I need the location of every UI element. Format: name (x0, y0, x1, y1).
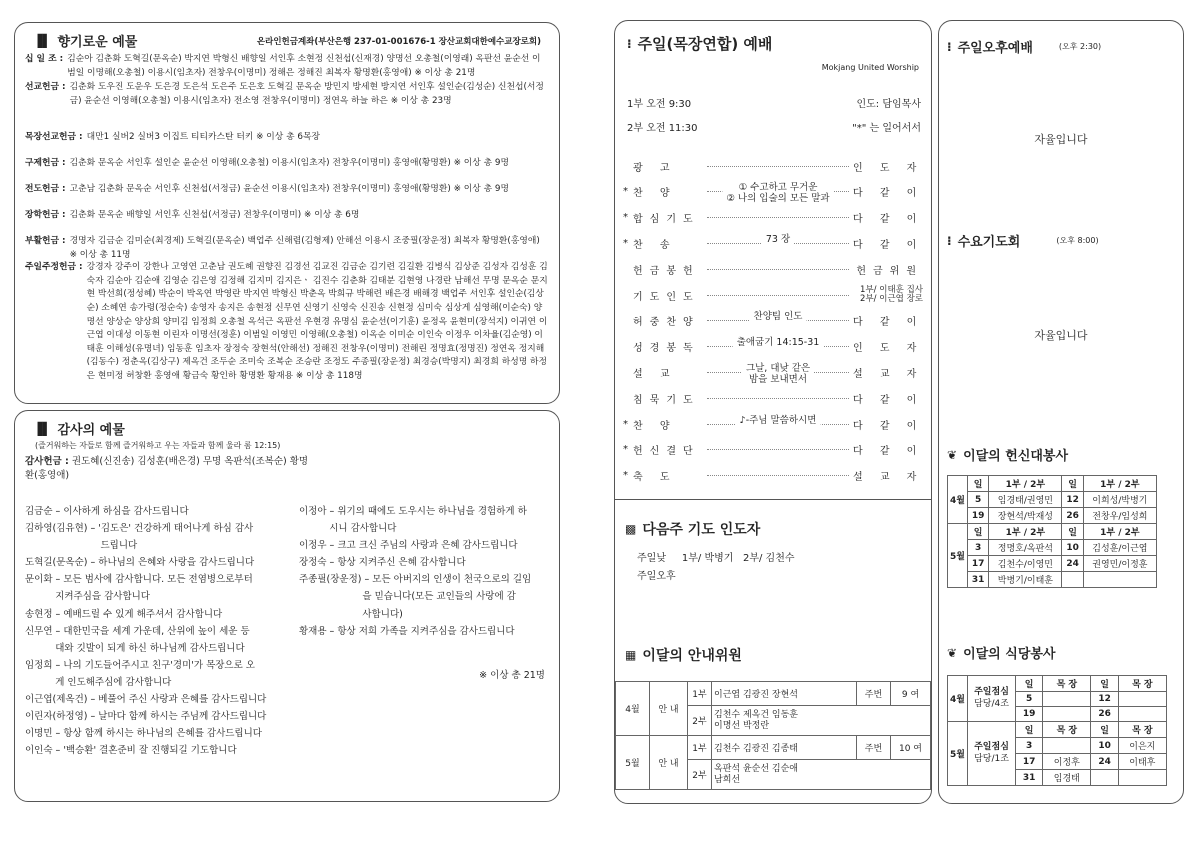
kitchen-cell: 12 (1091, 692, 1118, 707)
thanks-line: 시니 감사합니다 (299, 523, 397, 535)
worship-order-row (623, 286, 923, 304)
stand-mark: * (623, 444, 628, 456)
devotion-cell: 19 (968, 508, 989, 524)
worship-order-row (623, 441, 923, 459)
usher-names: 이근엽 김광진 장현석 (712, 682, 857, 706)
offering-label: 장학헌금 : (25, 210, 66, 220)
devotion-header-cell: 일 (1062, 476, 1083, 492)
duty-value: 9 여 (891, 682, 931, 706)
devotion-row (948, 508, 1157, 524)
order-item: 성경봉독 (633, 343, 700, 355)
kitchen-header-cell: 일 (1016, 722, 1043, 738)
thanks-total: ※ 이상 총 21명 (479, 670, 545, 681)
stand-mark: * (623, 237, 628, 249)
devotion-cell: 임경태/권영민 (989, 492, 1062, 508)
thanks-line: 이근엽(제옥건) – 베풀어 주신 사랑과 은혜를 감사드립니다 (25, 694, 267, 706)
thanks-line: 대와 깃발이 되게 하신 하나님께 감사드립니다 (25, 642, 245, 654)
offering-label: 전도헌금 : (25, 184, 66, 194)
order-detail: ♪-주님 말씀하시면 (736, 416, 821, 427)
devotion-cell: 17 (968, 556, 989, 572)
devotion-cell: 권영민/이정훈 (1083, 556, 1156, 572)
hatch-icon: ▦ (625, 648, 637, 662)
offering-title: ▐▌ 향기로운 예물 (33, 33, 138, 50)
order-item: 기도인도 (633, 291, 700, 303)
offering-item (25, 81, 549, 108)
thanks-line: 황재용 – 항상 저희 가족을 지켜주심을 감사드립니다 (299, 625, 515, 637)
offering-names: 고춘남 김춘화 문옥순 서인후 신천섭(서정금) 윤순선 이용시(임초자) 전창우(이명미) 홍영애(황명환) ※ 이상 총 9명 (69, 184, 509, 194)
offering-item (25, 235, 549, 262)
worship-order-row (623, 312, 923, 330)
kitchen-meal (968, 722, 1016, 786)
worship-order-row (623, 467, 923, 485)
account-info: 온라인헌금계좌(부산은행 237-01-001676-1 장산교회대한예수교장로회) (256, 37, 541, 47)
devotion-cell: 전창우/임성희 (1083, 508, 1156, 524)
offering-names: 김춘화 도우진 도운우 도은경 도은석 도은주 도은호 도혁길 문옥순 방민지 방세현 방지연 서인후 설인순(김성순) 신천섭(서정금) 윤순선 이영해(오총철) 이용시(임초자) 전소영 전창우(이명미) 정연옥 하늘 하은 ※ 이상 총 23명 (69, 82, 544, 106)
kitchen-header-row (948, 722, 1167, 738)
thanks-line: 이정아 – 위기의 때에도 도우시는 하나님을 경험하게 하 (299, 506, 527, 517)
duty-label: 주번 (857, 736, 891, 760)
worship-order-row (623, 209, 923, 227)
worship-order-row (623, 260, 923, 278)
kitchen-cell (1043, 692, 1091, 707)
worship-order-row (623, 157, 923, 175)
kitchen-cell: 24 (1091, 754, 1118, 770)
kitchen-month: 5월 (948, 722, 968, 786)
usher-role: 안 내 (650, 682, 688, 736)
usher-role: 안 내 (650, 736, 688, 790)
order-detail: 출애굽기 14:15-31 (733, 338, 824, 349)
order-leader: 다 같 이 (853, 420, 924, 432)
devotion-header-cell: 1부 / 2부 (1083, 476, 1156, 492)
bars-icon: ▐▌ (33, 421, 52, 436)
next-prayer-sunday-afternoon: 주일오후 (637, 571, 676, 582)
usher-part: 2부 (688, 706, 712, 736)
devotion-title: ❦ 이달의 헌신대봉사 (947, 447, 1069, 464)
usher-part: 1부 (688, 736, 712, 760)
dots-icon: ⁝ (947, 233, 952, 248)
offering-names: 경명자 김금순 김미순(최경제) 도혁길(문옥순) 백업주 신해렴(김형제) 안해선 이용시 조중필(장운정) 최복자 황명환(홍영애) ※ 이상 총 11명 (69, 236, 540, 260)
checker-icon: ▩ (625, 522, 637, 536)
offering-names: 대만1 실버2 실버3 이집트 티티카스탄 터키 ※ 이상 총 6목장 (86, 132, 320, 142)
team-label: 담당/4조 (974, 698, 1009, 709)
hand-icon: ❦ (947, 447, 958, 462)
kitchen-cell (1043, 707, 1091, 722)
kitchen-header-cell: 목 장 (1118, 722, 1166, 738)
devotion-cell: 이희성/박병기 (1083, 492, 1156, 508)
order-detail-line (707, 311, 849, 323)
offering-label: 목장선교헌금 : (25, 132, 83, 142)
bars-icon: ▐▌ (33, 33, 52, 48)
devotion-cell: 정명호/옥판석 (989, 540, 1062, 556)
offering-item (25, 53, 549, 80)
usher-names: 김천수 김광진 김종태 (712, 736, 857, 760)
order-detail-line (707, 295, 849, 296)
kitchen-cell: 31 (1016, 770, 1043, 786)
devotion-cell: 26 (1062, 508, 1083, 524)
kitchen-header-cell: 목 장 (1043, 722, 1091, 738)
meal-label: 주일점심 (974, 741, 1009, 752)
order-detail-line (707, 398, 849, 399)
worship-order-row (623, 415, 923, 433)
offering-item (25, 209, 549, 223)
kitchen-cell (1091, 770, 1118, 786)
devotion-month: 4월 (948, 476, 968, 524)
offering-label: 부활헌금 : (25, 236, 66, 246)
worship-order-row (623, 362, 924, 385)
devotion-header-cell: 1부 / 2부 (1083, 524, 1156, 540)
hand-icon: ❦ (947, 645, 958, 660)
kitchen-cell (1118, 707, 1166, 722)
devotion-table (947, 475, 1157, 588)
kitchen-header-cell: 일 (1091, 722, 1118, 738)
order-detail-line (707, 337, 849, 349)
thanks-line: 신무연 – 대한민국을 세계 가운데, 산위에 높이 세운 등 (25, 625, 250, 637)
devotion-cell: 장현석/박재성 (989, 508, 1062, 524)
thanks-line: 임정희 – 나의 기도들어주시고 친구'경미'가 목장으로 오 (25, 659, 255, 671)
order-item: 찬 송 (633, 239, 677, 251)
first-service-time: 1부 오전 9:30 (627, 99, 692, 110)
order-leader: 다 같 이 (853, 317, 924, 329)
stand-mark: * (623, 470, 628, 482)
kitchen-cell: 26 (1091, 707, 1118, 722)
order-item: 침묵기도 (633, 394, 700, 406)
thanks-box (14, 410, 560, 802)
usher-row (616, 682, 931, 706)
thanks-left-column (25, 503, 295, 759)
worship-order-row (623, 182, 924, 205)
order-detail: ① 수고하고 무거운 ② 나의 입술의 모든 말과 (722, 183, 833, 205)
worship-box (614, 20, 932, 804)
order-detail-line (707, 217, 849, 218)
ushers-table (615, 681, 931, 790)
order-leader: 다 같 이 (853, 239, 924, 251)
worship-title: ⁝ 주일(목장연합) 예배 (627, 35, 773, 53)
thanks-line: 김금순 – 이사하게 하심을 감사드립니다 (25, 506, 189, 517)
thanks-line: 드립니다 (25, 540, 138, 552)
usher-part: 2부 (688, 760, 712, 790)
order-leader: 다 같 이 (853, 188, 924, 200)
kitchen-cell: 17 (1016, 754, 1043, 770)
devotion-header-cell: 1부 / 2부 (989, 524, 1062, 540)
next-prayer-title: ▩ 다음주 기도 인도자 (625, 522, 761, 538)
thanks-line: 주종필(장운정) – 모든 아버지의 인생이 천국으로의 길임 (299, 574, 532, 586)
offering-names: 김춘화 문옥순 서인후 설인순 윤순선 이영해(오총철) 이용시(임초자) 전창우(이명미) 홍영애(황명환) ※ 이상 총 9명 (69, 158, 509, 168)
order-item: 허중찬양 (633, 317, 700, 329)
thanks-line: 김하영(김유현) – '김도은' 건강하게 태어나게 하심 감사 (25, 523, 254, 535)
order-leader: 설 교 자 (853, 472, 924, 484)
devotion-cell: 12 (1062, 492, 1083, 508)
side-box (938, 20, 1184, 804)
devotion-header-row (948, 524, 1157, 540)
order-item: 찬 양 (633, 420, 677, 432)
thanks-line: 이인숙 – '백승환' 결혼준비 잘 진행되길 기도합니다 (25, 745, 237, 757)
order-detail-line (707, 182, 849, 205)
thanks-line: 이정우 – 크고 크신 주님의 사랑과 은혜 감사드립니다 (299, 540, 518, 552)
thanks-line: 송현정 – 예배드릴 수 있게 해주셔서 감사합니다 (25, 608, 223, 620)
usher-month: 4월 (616, 682, 650, 736)
devotion-header-cell: 일 (968, 476, 989, 492)
thanks-line: 도혁길(문옥순) – 하나님의 은혜와 사랑을 감사드립니다 (25, 557, 255, 569)
devotion-month: 5월 (948, 524, 968, 588)
devotion-cell: 10 (1062, 540, 1083, 556)
offering-item (25, 157, 549, 171)
thanks-line: 문이화 – 모든 범사에 감사합니다. 모든 전염병으로부터 (25, 574, 253, 586)
devotion-cell: 5 (968, 492, 989, 508)
team-label: 담당/1조 (974, 753, 1009, 764)
offering-label: 선교헌금 : (25, 82, 66, 92)
usher-part: 1부 (688, 682, 712, 706)
usher-row (616, 736, 931, 760)
dots-icon: ⁝ (947, 39, 952, 54)
worship-order-row (623, 338, 923, 356)
order-item: 광 고 (633, 162, 677, 174)
usher-names: 김천수 제옥건 임동훈 이명선 박정란 (712, 706, 931, 736)
order-leader: 인 도 자 (853, 162, 924, 174)
order-detail-line (707, 414, 849, 426)
kitchen-header-cell: 목 장 (1043, 676, 1091, 692)
kitchen-cell: 이태후 (1118, 754, 1166, 770)
thanks-title: ▐▌ 감사의 예물 (33, 421, 125, 438)
offering-item (25, 261, 549, 384)
thanks-line: 지켜주심을 감사합니다 (25, 591, 150, 603)
kitchen-cell (1118, 692, 1166, 707)
worship-subtitle: Mokjang United Worship (821, 63, 919, 72)
offering-item (25, 131, 549, 145)
order-detail-line (707, 269, 849, 270)
worship-order-row (623, 389, 923, 407)
thanks-line: 이린자(하정영) – 날마다 함께 하시는 주님께 감사드립니다 (25, 711, 267, 723)
duty-label: 주번 (857, 682, 891, 706)
order-detail-line (707, 475, 849, 476)
stand-mark: * (623, 418, 628, 430)
order-leader: 인 도 자 (853, 343, 924, 355)
offering-names: 김순아 김춘화 도혁길(문옥순) 박지연 박형신 배향일 서인후 소현정 신천섭(신재경) 양명선 오총철(이영래) 옥판선 윤순선 이범일 이명해(오총철) 이용시(임초자) 전창우(이명미) 정해은 정해진 최복자 황명환(홍영애) ※ 이상 총 21명 (67, 54, 541, 78)
devotion-cell: 김성훈/이근엽 (1083, 540, 1156, 556)
usher-month: 5월 (616, 736, 650, 790)
offering-names: 김춘화 문옥순 배향일 서인후 신천섭(서정금) 전창우(이명미) ※ 이상 총 6명 (69, 210, 360, 220)
kitchen-header-cell: 일 (1091, 676, 1118, 692)
stand-mark: * (623, 212, 628, 224)
order-item: 설 교 (633, 368, 677, 380)
order-item: 찬 양 (633, 188, 677, 200)
devotion-cell: 3 (968, 540, 989, 556)
order-item: 합심기도 (633, 214, 700, 226)
wednesday-title: ⁝ 수요기도회 (오후 8:00) (947, 233, 1099, 250)
thanks-line: 을 믿습니다(모든 교인들의 사랑에 감 (299, 591, 516, 603)
devotion-row (948, 540, 1157, 556)
devotion-row (948, 492, 1157, 508)
devotion-header-cell: 1부 / 2부 (989, 476, 1062, 492)
devotion-header-cell: 일 (1062, 524, 1083, 540)
second-service-time: 2부 오전 11:30 (627, 123, 698, 134)
kitchen-header-cell: 일 (1016, 676, 1043, 692)
service-leader: 인도: 담임목사 (856, 99, 921, 110)
devotion-cell: 31 (968, 572, 989, 588)
thanks-line: 게 인도해주심에 감사합니다 (25, 676, 172, 688)
kitchen-meal (968, 676, 1016, 722)
kitchen-header-row (948, 676, 1167, 692)
order-leader: 설 교 자 (853, 368, 924, 380)
standing-note: "*" 는 일어서서 (852, 123, 921, 134)
kitchen-cell: 3 (1016, 738, 1043, 754)
order-detail: 73 장 (762, 235, 794, 246)
kitchen-title: ❦ 이달의 식당봉사 (947, 645, 1056, 662)
kitchen-cell: 10 (1091, 738, 1118, 754)
offering-names: 강경자 강주이 강한나 고영연 고춘남 권도혜 권향진 김경선 김교진 김금순 김기련 김길환 김병식 김상준 김성자 김성훈 김숙자 김순아 김순애 김영순 김은영 김정해 김지미 김지은ㆍ 김진수 김춘화 김태분 김현영 나경란 남해선 무명 문옥순 문지현 박선희(정성혜) 박순이 박옥연 박영란 박지연 박형신 박춘옥 박희규 박해련 배은경 배해경 백업주 서인후 설인순(김상순) 소혜연 송가령(정순숙) 송영자 송지은 송현정 신무연 신영기 신영숙 신진송 신현정 심미숙 심상게 심영해(이순숙) 양명선 양상순 양상희 양미김 임정희 오총철 옥석근 옥판선 우현경 유명심 윤순선(이기훈) 윤정옥 윤현미(장석지) 이귀연 이근엽 이대성 이동현 이린자 이명선(정훈) 이범일 이영민 이영해(오총철) 이옥순 이미순 이인숙 이정우 이차율(김순영) 이태훈 이해성(유명녀) 임동훈 임초자 장정숙 장현석(안해선) 정해진 전창우(이명미) 전해린 정명효(정명진) 정연옥 정지해(김동수) 정춘옥(김상구) 제옥건 조두순 조미숙 조복순 조승란 조정도 주종필(장운정) 최경승(박명지) 최경희 하성명 하정은 현미정 허창환 홍영애 황금숙 황인하 황명환 황재용 ※ 이상 총 118명 (86, 262, 548, 381)
next-prayer-sunday-day: 주일낮 1부/ 박병기 2부/ 김천수 (637, 553, 795, 564)
thanks-line: 이명민 – 항상 함께 하시는 하나님의 은혜를 감사드립니다 (25, 728, 262, 740)
order-leader: 다 같 이 (853, 214, 924, 226)
thanks-line: 사합니다) (299, 608, 403, 620)
duty-value: 10 여 (891, 736, 931, 760)
devotion-header-row (948, 476, 1157, 492)
order-leader: 다 같 이 (853, 394, 924, 406)
order-item: 헌신결단 (633, 446, 700, 458)
devotion-cell (1062, 572, 1083, 588)
order-item: 헌금봉헌 (633, 265, 700, 277)
kitchen-cell: 이정후 (1043, 754, 1091, 770)
kitchen-table (947, 675, 1167, 786)
order-leader: 1부/ 이태훈 집사 2부/ 이근엽 장로 (860, 284, 923, 304)
thanks-right-column (299, 503, 553, 640)
afternoon-body: 자율입니다 (1034, 133, 1088, 146)
devotion-cell: 24 (1062, 556, 1083, 572)
order-item: 축 도 (633, 472, 677, 484)
order-detail-line (707, 449, 849, 450)
devotion-cell (1083, 572, 1156, 588)
devotion-row (948, 556, 1157, 572)
kitchen-header-cell: 목 장 (1118, 676, 1166, 692)
dots-icon: ⁝ (627, 36, 632, 51)
stand-mark: * (623, 186, 628, 198)
devotion-header-cell: 일 (968, 524, 989, 540)
afternoon-title: ⁝ 주일오후예배 (오후 2:30) (947, 39, 1102, 56)
meal-label: 주일점심 (974, 686, 1009, 697)
thanks-line: 장정숙 – 항상 지켜주신 은혜 감사합니다 (299, 557, 466, 569)
offering-label: 십 일 조 : (25, 54, 64, 64)
order-detail: 찬양팀 인도 (750, 312, 807, 323)
devotion-row (948, 572, 1157, 588)
kitchen-cell: 19 (1016, 707, 1043, 722)
devotion-cell: 김천수/이영민 (989, 556, 1062, 572)
kitchen-cell (1118, 770, 1166, 786)
order-detail-line (707, 233, 849, 245)
ushers-title: ▦ 이달의 안내위원 (625, 648, 742, 664)
offering-item (25, 183, 549, 197)
order-leader: 다 같 이 (853, 446, 924, 458)
order-leader: 헌금위원 (856, 265, 923, 277)
kitchen-month: 4월 (948, 676, 968, 722)
kitchen-cell: 임경태 (1043, 770, 1091, 786)
order-detail-line (707, 362, 849, 385)
devotion-cell: 박병기/이태훈 (989, 572, 1062, 588)
kitchen-cell (1043, 738, 1091, 754)
worship-order-row (623, 234, 923, 252)
offering-box (14, 22, 560, 404)
offering-label: 구제헌금 : (25, 158, 66, 168)
wednesday-body: 자율입니다 (1034, 329, 1088, 342)
order-detail-line (707, 166, 849, 167)
order-detail: 그날, 대낮 같은 밤을 보내면서 (742, 364, 814, 386)
thanks-subtitle: (즐거워하는 자들로 함께 즐거워하고 우는 자들과 함께 울라 롬 12:15) (35, 441, 281, 450)
kitchen-cell: 이은지 (1118, 738, 1166, 754)
usher-names: 옥판석 윤순선 김순애 남희선 (712, 760, 931, 790)
kitchen-cell: 5 (1016, 692, 1043, 707)
offering-label: 주일주정헌금 : (25, 262, 83, 272)
thanks-offering: 감사헌금 : 권도혜(신진송) 김성훈(배은경) 무명 옥판석(조복순) 황명환(홍영애) (25, 456, 309, 482)
